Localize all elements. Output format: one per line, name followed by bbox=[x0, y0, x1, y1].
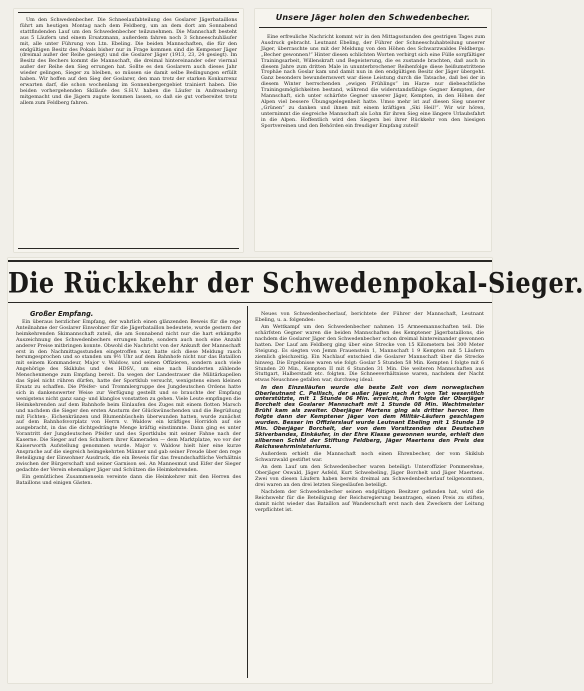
clipping-paragraph: Eine erfreuliche Nachricht kommt wir in den Mittagsstunden des gestrigen Tages zum Ausdruck gebracht. Leutnant Ebeling, der Führer der Schneeschuhabteilung unserer Jäger, überraschte uns mit der Meldung von den Höhen des Schwarzwaldes Feldbergs: „Becher gewonnen!“ Hinter diesen schlichten Worten verbirgt sich eine Fülle sorgfältiger Trainingsarbeit, Willenskraft und Begeisterung, die es zustande brachten, daß auch in diesem Jahre zum dritten Male in ununterbrochener Reihenfolge diese heißumstrittene Trophäe nach Goslar kam und damit nun in den endgültigen Besitz der Jäger übergeht. Ganz besonders bewundernswert war diese Leistung durch die Tatsache, daß bei der in diesem Winter herrschenden „ewigen Frühlings“ im Harze nur diebeachtliche Trainingsmöglichkeiten bestand, während die widerstandsfähige Gegner Kempten, der Mannschaft, sich unter schärfste Gegner unserer Jäger, Kempten, in den Höhen der Alpen viel bessere Übungsgelegenheit hatte. Umso mehr ist auf diesen Sieg unserer „Grünen“ zu danken und ihnen mit einem kräftigen „Ski Heil!“. Wir wir hören, unternimmt die siegreiche Mannschaft als Lohn für ihren Sieg eine längere Urlaubsfahrt in die Alpen. Hoffentlich wird den Siegern bei ihrer Rückkehr von den hiesigen Sportvereinen und den Behörden ein freudiger Empfang zuteil! bbox=[261, 34, 485, 129]
article-top-rule bbox=[8, 260, 492, 262]
left-paragraph: Ein gemütliches Zusammensein vereinte dann die Heimkehrer mit den Herren des Bataillons und einigen Gästen. bbox=[16, 473, 241, 486]
left-paragraph: Ein überaus herzlicher Empfang, der wahrlich einen glänzenden Beweis für die rege Anteilnahme der Goslarer Einwohner für die Jägerbataillon bedeutete, wurde gestern der heimkehrenden Skimannschaft zuteil, die am Sonnabend nicht nur die hart erkämpfte Auszeichnung des Schwedenbechers errungen hatte, sondern auch noch eine Anzahl anderer Preise mitbringen konnte. Obwohl die Nachricht von der Ankunft der Mannschaft erst in den Nachmittagsstunden eingetroffen war, hatte sich diese Meldung rasch herumgesprochen und so standen um 9½ Uhr auf dem Bahnhofe nicht nur das Bataillon mit seinem Kommandeur, Major v. Waldow, und seinen Offizieren, sondern auch viele Angehörige des Skiklubs und des HDSV., um eine nach Hunderten zählende Menschenmenge zum Empfang bereit. Da wegen der Landestrauer die Militärkapellen das Spiel nicht rühren dürfen, hatte der Sportklub versucht, wenigstens einen kleinen Ersatz zu schaffen. Die Pfeifer- und Trommlergruppe des Jungdeutschen Ordens hatte sich in dankenswerter Weise zur Verfügung gestellt und so brauchte der Empfang wenigstens nicht ganz sang- und klanglos vonstatten zu gehen. Viele Leute empfingen die Heimkehrenden auf dem Bahnhofe beim Einlaufen des Zuges mit einem flotten Marsch und nachdem die Sieger den ersten Ansturm der Glückwünschenden und die Begrüßung mit Fichten-, Eichenkränzen und Blumenbüscheln überwunden hatten, wurde zunächst auf dem Bahnhofsvorplatz von Herrn v. Waldow ein kräftiges Horridoh auf sie ausgebracht, in das die dichtgedrängte Menge kräftig einstimmte. Dann ging es unter Vorantritt der Jungdeutschen Pfeifer und des Sportklubs mit seiner Fahne nach der Kaserne. Die Sieger auf den Schultern ihrer Kameraden — dem Marktplatze, wo vor der Kaiserworth Aufstellung genommen wurde. Major v. Waldow hielt hier eine kurze Ansprache auf die siegreich heimgekehrten Männer und gab seiner Freude über den rege Beteiligung der Einwohner Ausdruck, die ein Beweis für das freundschaftliche Verhältnis zwischen der Bürgerschaft und seiner Garnison sei. An Mannesmut und Eifer der Sieger gedachte der Verein ehemaliger Jäger und Schützen die Heimkehrenden. bbox=[16, 319, 241, 473]
right-paragraph: Außerdem erhielt die Mannschaft noch einen Ehrenbecher, der vom Skiklub Schwarzwald gestiftet war. bbox=[255, 451, 484, 463]
announcement-text bbox=[20, 18, 237, 246]
left-subhead: Großer Empfang. bbox=[30, 310, 94, 318]
clipping-jaeger-holen-becher bbox=[255, 9, 491, 251]
right-paragraph: In den Einzelläufen wurde die beste Zeit von dem norwegischen Oberleutnant C. Pellisch, der außer Jäger nach Art von Tat wesentlich unterstützte, mit 1 Stunde 06 Min. erreicht, ihm folgte der Oberjäger Borchelt des Goslarer Mannschaft mit 1 Stunde 08 Min. Wachtmeister Brühl kam als zweiter. Oberjäger Martens ging als dritter hervor. Ihm folgte dann der Kemptener Jäger von dem Militär-Läufern geschlagen wurden. Besser im Offizierslauf wurde Leutnant Ebeling mit 1 Stunde 19 Min. Oberjäger Borchelt, der von dem Vorsitzenden des Deutschen Skiverbandes, Einkäufer, in der Ehre Klasse gewonnen wurde, erhielt den silbernen Schild der Stiftung Feldberg, Jäger Maertens den Preis des Reichswehrministeriums. bbox=[255, 384, 484, 450]
column-divider bbox=[247, 306, 248, 678]
article-right-column bbox=[255, 312, 484, 676]
announcement-paragraph: Um den Schwedenbecher. Die Schneelaufabteilung des Goslarer Jägerbataillons führt am heutigen Montag nach dem Feldberg, um an dem dort am Sonnabend stattfindenden Lauf um den Schwedenbecher teilzunehmen. Die Mannschaft besteht aus 5 Läufern und einem Ersatzmann, außerdem fahren noch 3 Schneeschuhläufer mit, alle unter Führung von Ltn. Ebeling. Die beiden Mannschaften, die für den endgültigen Besitz des Pokals bisher nur in Frage kommen sind die Kempener Jäger (dreimal außer der Reihe gesiegt) und die Goslarer Jäger (1913, 23, 24 gesiegt). Im Besitz des Bechers kommt die Mannschaft, die dreimal hintereinander oder viermal außer der Reihe den Sieg errungen hat. Sollte es den Goslarern auch dieses Jahr wieder gelingen, Sieger zu bleiben, so müssen sie damit selbe Bedingungen erfüllt haben. Wir hoffen auf den Sieg der Goslarer, den man trotz der starken Konkurrenz erwarten darf, die schon wochenlang im Sonnenbergergebiet trainiert haben. Die beiden vorhergehenden Skiläufe des S.H.V. haben die Läufer in Andreasberg mitgemacht und die Jägern zugute kommen lassen, so daß sie gut vorbereitet trotz allem zum Feldberg fahren. bbox=[20, 17, 237, 106]
title-rule bbox=[259, 27, 487, 28]
headline-rule bbox=[8, 302, 492, 303]
bottom-rule bbox=[18, 248, 239, 249]
clipping-schwedenbecher-announcement bbox=[14, 9, 243, 252]
right-paragraph: An dem Lauf um den Schwedenbecher waren beteiligt: Unteroffizier Pommerehne, Oberjäger Oswald, Jäger Asfeld, Kurt Schwebeling, Jäger Borchelt und Jäger Maertens. Zwei von diesen Läufern haben bereits dreimal am Schwedenbecherlauf teilgenommen, drei waren an den drei letzten Siegesläufen beteiligt. bbox=[255, 464, 484, 488]
right-paragraph: Nachdem der Schwedenbecher seinen endgültigen Besitzer gefunden hat, wird die Reichswehr für die Beteiligung der Reichsregierung beantragen, einen Preis zu stiften, damit nicht wieder das Bataillon auf Wanderschaft erst nach den Zweckern der Leitung verpflichtet ist. bbox=[255, 489, 484, 513]
clipping-body bbox=[261, 35, 485, 245]
top-rule bbox=[18, 12, 239, 13]
clipping-title: Unsere Jäger holen den Schwedenbecher. bbox=[275, 13, 471, 22]
main-article bbox=[8, 258, 584, 683]
article-left-column bbox=[16, 320, 241, 676]
article-headline: Die Rückkehr der Schwedenpokal-Sieger. bbox=[8, 266, 584, 300]
right-paragraph: Neues von Schwedenbecherlauf, berichtete der Führer der Mannschaft, Leutnant Ebeling, u. a. folgendes: bbox=[255, 311, 484, 323]
right-paragraph: Am Wettkampf um den Schwedenbecher nahmen 15 Armeemannschaften teil. Die schärfsten Gegner waren die beiden Mannschaften des Kemptener Jägerbataillons, die nachdem die Goslarer Jäger den Schwedenbecher schon dreimal hintereinander gewonnen hatten. Der Lauf am Feldberg ging über eine Strecke von 15 Kilometern bei 300 Meter Steigung. Es siegten von Jemm Frauenstein 1, Mannschaft 1 9 Kempten mit 5 Läufern ziemlich gleichzeitig. Ein Nachlauf entschied die Goslarer Mannschaft über die Strecke hinweg. Die Ergebnisse waren wie folgt: Goslar 5 Stunden 58 Min. Kempten I folgte mit 6 Stunden 20 Min., Kempten II mit 6 Stunden 31 Min. Die weiteren Mannschaften aus Stuttgart, Halberstadt etc. folgten. Die Schneeverhältnisse waren, nachdem der Nacht etwas Neuschnee gefallen war, durchweg ideal. bbox=[255, 324, 484, 384]
